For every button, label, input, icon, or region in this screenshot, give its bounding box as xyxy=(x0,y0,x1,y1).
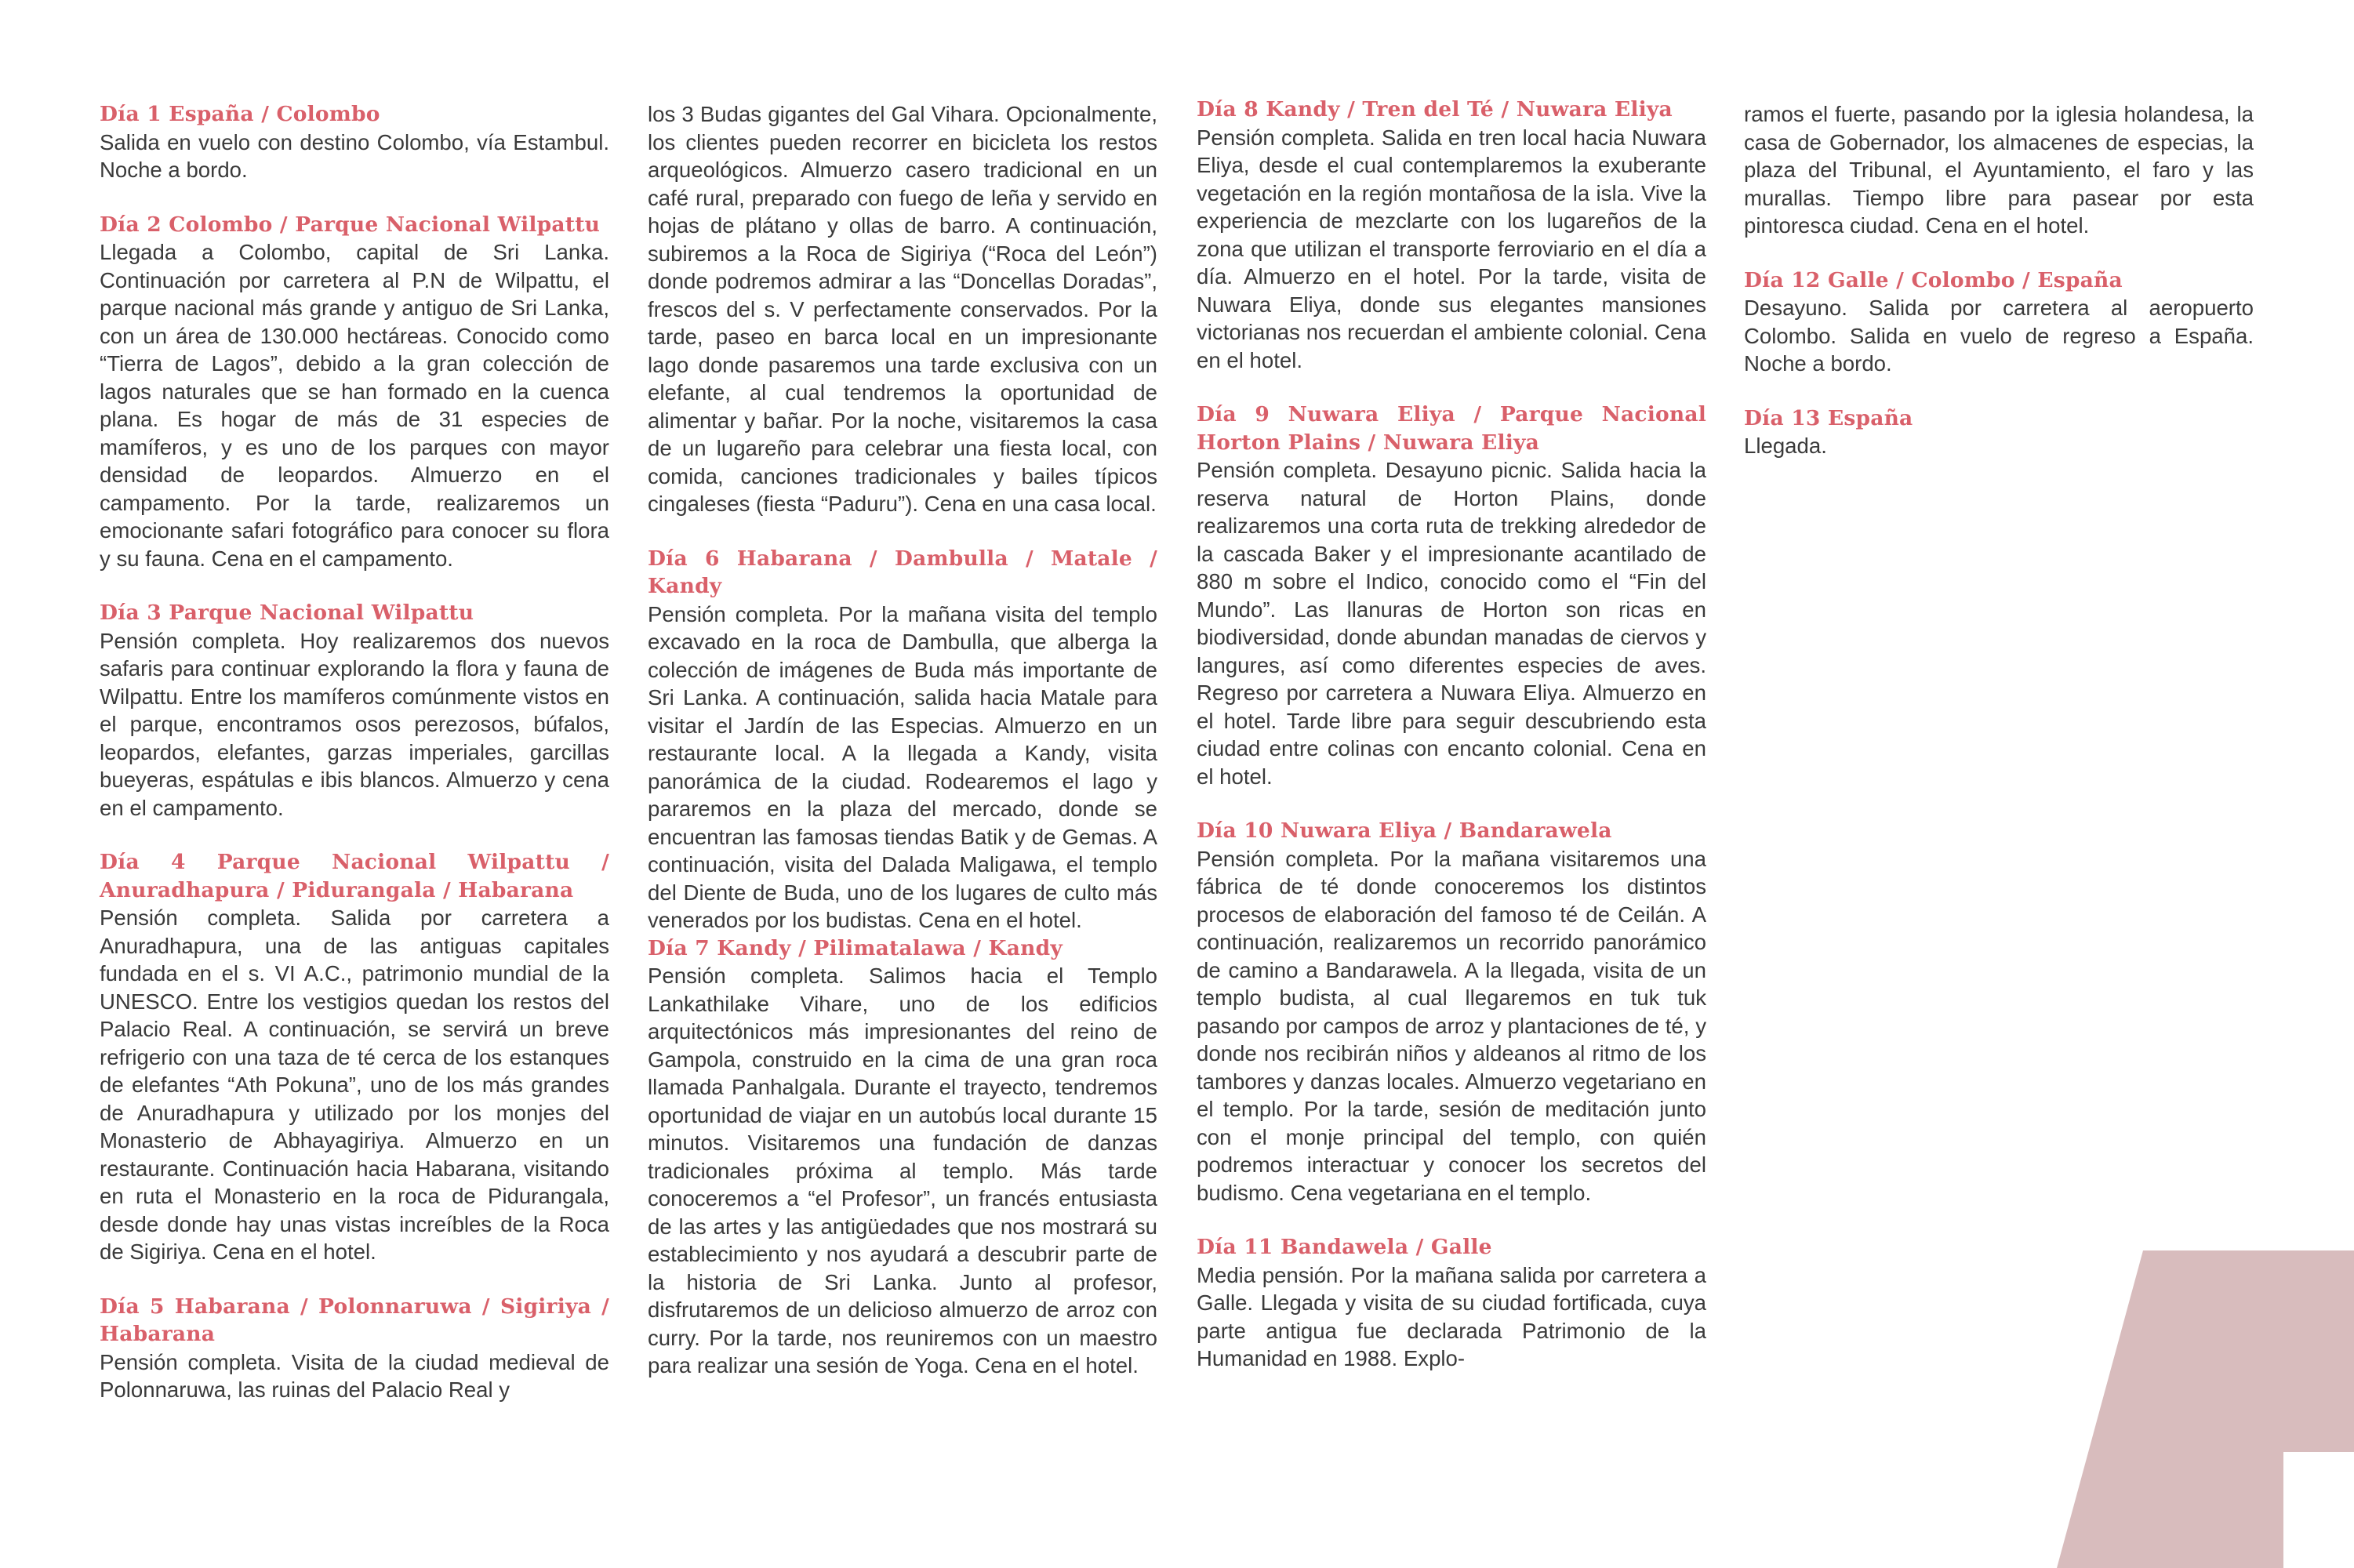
day-description: Pensión completa. Salimos hacia el Templo Lankathilake Vihare, uno de los edificios arquitectónicos más impresionantes del reino de Gampola, construido en la cima de una gran roca llamada Panhalgala. Durante el trayecto, tendremos oportunidad de viajar en un autobús local durante 15 minutos. Visitaremos una fundación de danzas tradicionales próxima al templo. Más tarde conoceremos a “el Profesor”, un francés entusiasta de las artes y las antigüedades que nos mostrará su establecimiento y nos ayudará a descubrir parte de la historia de Sri Lanka. Junto al profesor, disfrutaremos de un delicioso almuerzo de arroz con curry. Por la tarde, nos reuniremos con un maestro para realizar una sesión de Yoga. Cena en el hotel. xyxy=(648,964,1157,1377)
day-description: Pensión completa. Por la mañana visita del templo excavado en la roca de Dambulla, que alberga la colección de imágenes de Buda más importante de Sri Lanka. A continuación, salida hacia Matale para visitar el Jardín de las Especias. Almuerzo en un restaurante local. A la llegada a Kandy, visita panorámica de la ciudad. Rodearemos el lago y pararemos en la plaza del mercado, donde se encuentran las famosas tiendas Batik y de Gemas. A continuación, visita del Dalada Maligawa, el templo del Diente de Buda, uno de los lugares de culto más venerados por los budistas. Cena en el hotel. xyxy=(648,601,1157,932)
day-title: Día 5 Habarana / Polonnaruwa / Sigiriya / Habarana xyxy=(100,1294,609,1346)
day-title: Día 8 Kandy / Tren del Té / Nuwara Eliya xyxy=(1197,97,1673,122)
day-description: los 3 Budas gigantes del Gal Vihara. Opcionalmente, los clientes pueden recorrer en bicicleta los restos arqueológicos. Almuerzo casero tradicional en un café rural, preparado con fuego de leña y servido en hojas de plátano y ollas de barro. A continuación, subiremos a la Roca de Sigiriya (“Roca del León”) donde podremos admirar a las “Doncellas Doradas”, frescos del s. V perfectamente conservados. Por la tarde, paseo en barca local en un impresionante lago donde pasaremos una tarde exclusiva con un elefante, al cual tendremos la oportunidad de alimentar y bañar. Por la noche, visitaremos la casa de un lugareño para celebrar una fiesta local, con comida, canciones tradicionales y bailes típicos cingaleses (fiesta “Paduru”). Cena en una casa local. xyxy=(648,102,1157,516)
corner-polygon xyxy=(2057,1250,2354,1568)
day-description: Pensión completa. Por la mañana visitaremos una fábrica de té donde conoceremos los distintos procesos de elaboración del famoso té de Ceilán. A continuación, realizaremos un recorrido panorámico de camino a Bandarawela. A la llegada, visita de un templo budista, al cual llegaremos en tuk tuk pasando por campos de arroz y plantaciones de té, y donde nos recibirán niños y aldeanos al ritmo de los tambores y danzas locales. Almuerzo vegetariano en el templo. Por la tarde, sesión de meditación junto con el monje principal del templo, con quién podremos interactuar y conocer los secretos del budismo. Cena vegetariana en el templo. xyxy=(1197,846,1706,1205)
day-title: Día 9 Nuwara Eliya / Parque Nacional Horton Plains / Nuwara Eliya xyxy=(1197,402,1706,455)
day-title: Día 12 Galle / Colombo / España xyxy=(1744,267,2123,292)
day-description: Pensión completa. Hoy realizaremos dos nuevos safaris para continuar explorando la flora y fauna de Wilpattu. Entre los mamíferos comúnmente vistos en el parque, encontramos osos perezosos, búfalos, leopardos, elefantes, garzas imperiales, garcillas bueyeras, espátulas e ibis blancos. Almuerzo y cena en el campamento. xyxy=(100,628,609,820)
day-description: Pensión completa. Desayuno picnic. Salida hacia la reserva natural de Horton Plains, donde realizaremos una corta ruta de trekking alrededor de la cascada Baker y el impresionante acantilado de 880 m sobre el Indico, conocido como el “Fin del Mundo”. Las llanuras de Horton son ricas en biodiversidad, donde abundan manadas de ciervos y langures, así como diferentes especies de aves. Regreso por carretera a Nuwara Eliya. Almuerzo en el hotel. Tarde libre para seguir descubriendo esta ciudad entre colinas con encanto colonial. Cena en el hotel. xyxy=(1197,458,1706,789)
day-title: Día 11 Bandawela / Galle xyxy=(1197,1235,1492,1259)
day-title: Día 7 Kandy / Pilimatalawa / Kandy xyxy=(648,935,1063,960)
day-description: Llegada. xyxy=(1744,434,1827,458)
day-title: Día 1 España / Colombo xyxy=(100,102,380,126)
day-description: Llegada a Colombo, capital de Sri Lanka. Continuación por carretera al P.N de Wilpattu, el parque nacional más grande y antiguo de Sri Lanka, con un área de 130.000 hectáreas. Conocido como “Tierra de Lagos”, debido a la gran colección de lagos naturales que se han formado en la cuenca plana. Es hogar de más de 31 especies de mamíferos, y es uno de los parques con mayor densidad de leopardos. Almuerzo en el campamento. Por la tarde, realizaremos un emocionante safari fotográfico para conocer su flora y su fauna. Cena en el campamento. xyxy=(100,240,609,571)
day-title: Día 13 España xyxy=(1744,405,1913,430)
day-description: Salida en vuelo con destino Colombo, vía Estambul. Noche a bordo. xyxy=(100,129,609,182)
day-description: Media pensión. Por la mañana salida por carretera a Galle. Llegada y visita de su ciudad fortificada, cuya parte antigua fue declarada Patrimonio de la Humanidad en 1988. Explo- xyxy=(1197,1262,1706,1370)
day-description: Desayuno. Salida por carretera al aeropuerto Colombo. Salida en vuelo de regreso a España. Noche a bordo. xyxy=(1744,296,2254,376)
day-title: Día 4 Parque Nacional Wilpattu / Anuradhapura / Pidurangala / Habarana xyxy=(100,850,609,902)
day-title: Día 2 Colombo / Parque Nacional Wilpattu xyxy=(100,212,601,237)
day-description: Pensión completa. Salida en tren local hacia Nuwara Eliya, desde el cual contemplaremos la exuberante vegetación en la región montañosa de la isla. Vive la experiencia de mezclarte con los lugareños de la zona que utilizan el transporte ferroviario en el día a día. Almuerzo en el hotel. Por la tarde, visita de Nuwara Eliya, donde sus elegantes mansiones victorianas nos recuerdan el ambiente colonial. Cena en el hotel. xyxy=(1197,125,1706,372)
day-title: Día 10 Nuwara Eliya / Bandarawela xyxy=(1197,818,1612,843)
day-description: Pensión completa. Salida por carretera a Anuradhapura, una de las antiguas capitales fundada en el s. VI A.C., patrimonio mundial de la UNESCO. Entre los vestigios quedan los restos del Palacio Real. A continuación, se servirá un breve refrigerio con una taza de té cerca de los estanques de elefantes “Ath Pokuna”, uno de los más grandes de Anuradhapura y utilizado por los monjes del Monasterio de Abhayagiriya. Almuerzo en un restaurante. Continuación hacia Habarana, visitando en ruta el Monasterio en la roca de Pidurangala, desde donde hay unas vistas increíbles de la Roca de Sigiriya. Cena en el hotel. xyxy=(100,906,609,1264)
day-description: Pensión completa. Visita de la ciudad medieval de Polonnaruwa, las ruinas del Palacio Real y xyxy=(100,1349,609,1402)
day-description: ramos el fuerte, pasando por la iglesia holandesa, la casa de Gobernador, los almacenes de especias, la plaza del Tribunal, el Ayuntamiento, el faro y las murallas. Tiempo libre para pasear por esta pintoresca ciudad. Cena en el hotel. xyxy=(1744,102,2254,238)
day-title: Día 3 Parque Nacional Wilpattu xyxy=(100,601,474,625)
day-title: Día 6 Habarana / Dambulla / Matale / Kandy xyxy=(648,546,1157,598)
